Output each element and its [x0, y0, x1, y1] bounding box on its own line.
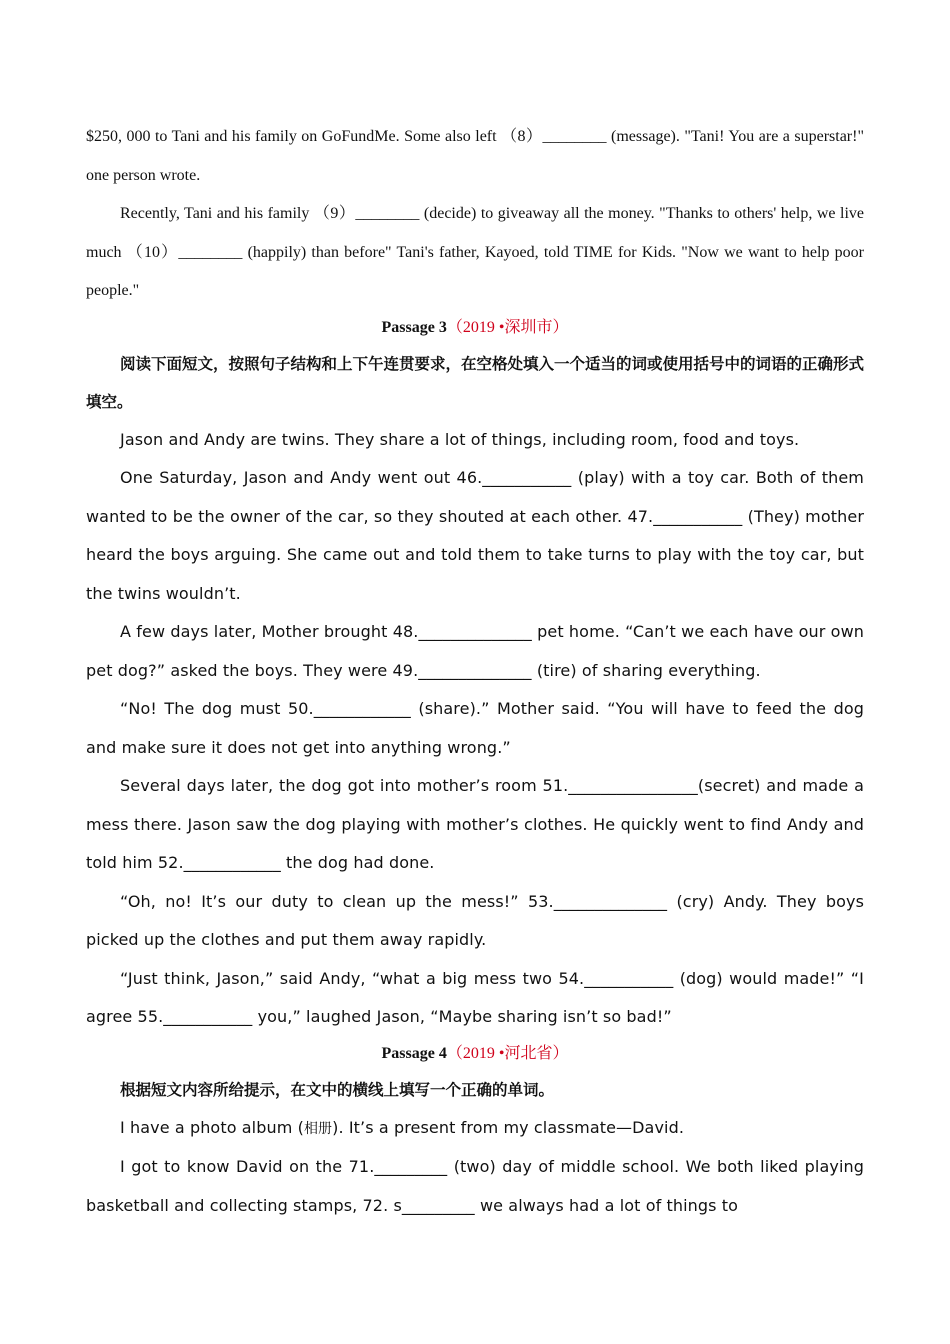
passage3-instruction: 阅读下面短文，按照句子结构和上下午连贯要求，在空格处填入一个适当的词或使用括号中的词语的正确形式填空。 — [86, 354, 865, 411]
passage4-title — [86, 1037, 864, 1071]
passage3-title — [86, 311, 864, 345]
passage3-paragraph-3: A few days later, Mother brought 48.______________ pet home. “Can’t we each have our own pet dog?” asked the boys. They were 49.______________ (tire) of sharing everything. — [86, 622, 864, 680]
passage4-paragraph-2: I got to know David on the 71._________ (two) day of middle school. We both liked playing basketball and collecting stamps, 72. s_________ we always had a lot of things to — [86, 1157, 864, 1215]
document-page — [86, 118, 864, 1225]
passage3-paragraph-1: Jason and Andy are twins. They share a lot of things, including room, food and toys. — [120, 429, 800, 449]
passage3-title-text: Passage 3 — [381, 318, 447, 336]
passage2-paragraph-2: Recently, Tani and his family （9）________ (decide) to giveaway all the money. "Thanks to others' help, we live much （10）________ (happily) than before" Tani's father, Kayoed, told TIME for Kids. "Now we want to help poor people." — [86, 205, 864, 299]
passage3-paragraph-2: One Saturday, Jason and Andy went out 46.___________ (play) with a toy car. Both of them wanted to be the owner of the car, so they shouted at each other. 47.___________ (They) mother heard the boys arguing. She came out and told them to take turns to play with the toy car, but the twins wouldn’t. — [86, 468, 864, 603]
passage4-p1-cn: 相册 — [303, 1120, 333, 1137]
passage2-paragraph-1: $250, 000 to Tani and his family on GoFundMe. Some also left （8）________ (message). "Tani! You are a superstar!" one person wrote. — [86, 128, 864, 184]
passage4-title-text: Passage 4 — [381, 1044, 447, 1062]
passage3-paragraph-6: “Oh, no! It’s our duty to clean up the mess!” 53.______________ (cry) Andy. They boys picked up the clothes and put them away rapidly. — [86, 891, 864, 949]
passage3-paragraph-4: “No! The dog must 50.____________ (share).” Mother said. “You will have to feed the dog and make sure it does not get into anything wrong.” — [86, 699, 864, 757]
passage3-paragraph-5: Several days later, the dog got into mother’s room 51.________________(secret) and made a mess there. Jason saw the dog playing with mother’s clothes. He quickly went to find Andy and told him 52.____________ the dog had done. — [86, 776, 864, 872]
passage4-source: （2019 •河北省） — [446, 1044, 569, 1062]
passage4-p1-before: I have a photo album ( — [120, 1117, 304, 1137]
passage4-instruction: 根据短文内容所给提示，在文中的横线上填写一个正确的单词。 — [120, 1080, 555, 1099]
passage3-source: （2019 •深圳市） — [446, 318, 569, 336]
passage4-paragraph-1 — [86, 1109, 864, 1149]
passage4-p1-after: ). It’s a present from my classmate—David. — [332, 1117, 685, 1137]
passage3-paragraph-7: “Just think, Jason,” said Andy, “what a big mess two 54.___________ (dog) would made!” “I agree 55.___________ you,” laughed Jason, “Maybe sharing isn’t so bad!” — [86, 968, 864, 1026]
